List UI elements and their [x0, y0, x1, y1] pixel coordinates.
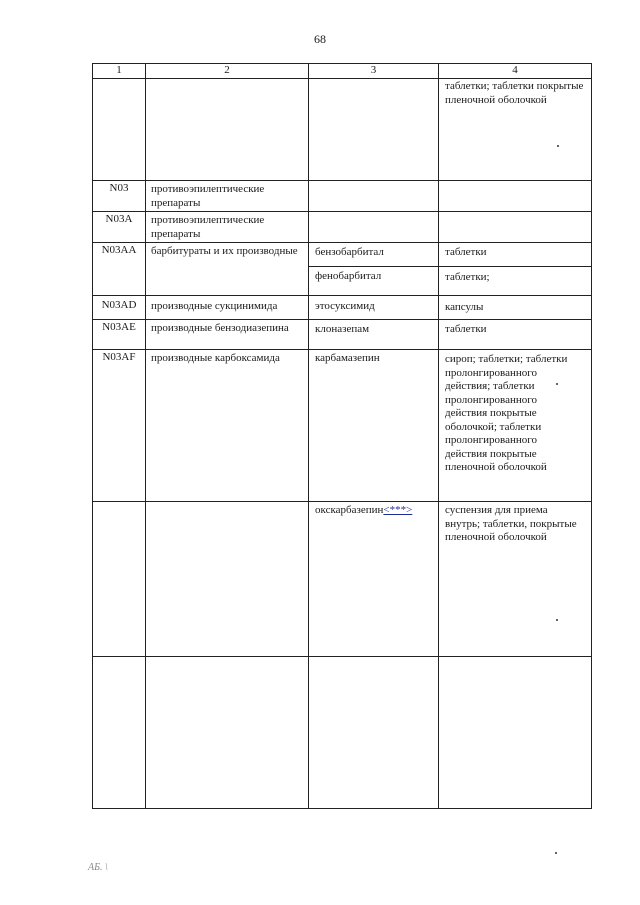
row-divider	[93, 656, 591, 657]
atc-group-name: барбитураты и их производные	[151, 245, 298, 257]
row-divider	[93, 349, 591, 350]
atc-group-name: противоэпилептические препараты	[151, 214, 265, 240]
dosage-forms: капсулы	[445, 301, 484, 313]
drug-name	[315, 504, 437, 518]
atc-group-name: производные сукцинимида	[151, 300, 278, 312]
column-divider	[145, 63, 146, 808]
dosage-forms: суспензия для приема внутрь; таблетки, покрытые пленочной оболочкой	[445, 504, 577, 543]
header-col-1: 1	[116, 64, 122, 76]
footer-mark: АБ. \	[88, 862, 108, 873]
atc-group-name: производные карбоксамида	[151, 352, 280, 364]
scan-speck	[556, 619, 558, 621]
continuation-forms: таблетки; таблетки покрытые пленочной оболочкой	[445, 80, 584, 106]
atc-code: N03AF	[102, 351, 136, 363]
atc-code: N03AD	[101, 299, 137, 311]
row-divider	[93, 242, 591, 243]
drug-name: карбамазепин	[315, 352, 380, 364]
row-divider	[93, 180, 591, 181]
header-col-3: 3	[370, 64, 377, 76]
atc-code: N03A	[105, 213, 133, 225]
column-divider	[308, 63, 309, 808]
scan-speck	[556, 383, 558, 385]
drug-name: фенобарбитал	[315, 270, 382, 282]
drug-name: этосуксимид	[315, 300, 375, 312]
column-divider	[438, 63, 439, 808]
drug-table	[92, 63, 592, 809]
header-col-4: 4	[512, 64, 518, 76]
atc-group-name: производные бензодиазепина	[151, 322, 289, 334]
dosage-forms: сироп; таблетки; таблетки пролонгированного действия; таблетки пролонгированного действия покрытые оболочкой; таблетки пролонгированного действия покрытые пленочной оболочкой	[445, 353, 568, 473]
atc-code: N03	[109, 182, 129, 194]
drug-name: клоназепам	[315, 323, 370, 335]
row-divider	[93, 319, 591, 320]
footnote-link[interactable]: <***>	[383, 504, 413, 516]
scan-speck	[557, 145, 559, 147]
scan-speck	[555, 852, 557, 854]
row-divider	[93, 78, 591, 79]
atc-code: N03AE	[102, 321, 136, 333]
dosage-forms: таблетки	[445, 323, 487, 335]
row-divider	[93, 295, 591, 296]
dosage-forms: таблетки;	[445, 271, 490, 283]
dosage-forms: таблетки	[445, 246, 487, 258]
row-divider	[93, 501, 591, 502]
row-divider	[308, 266, 591, 267]
atc-group-name: противоэпилептические препараты	[151, 183, 265, 209]
atc-code: N03AA	[101, 244, 137, 256]
header-col-2: 2	[224, 64, 230, 76]
row-divider	[93, 211, 591, 212]
drug-name-text: окскарбазепин	[315, 504, 384, 516]
drug-name: бензобарбитал	[315, 246, 384, 258]
page-number: 68	[314, 32, 326, 46]
